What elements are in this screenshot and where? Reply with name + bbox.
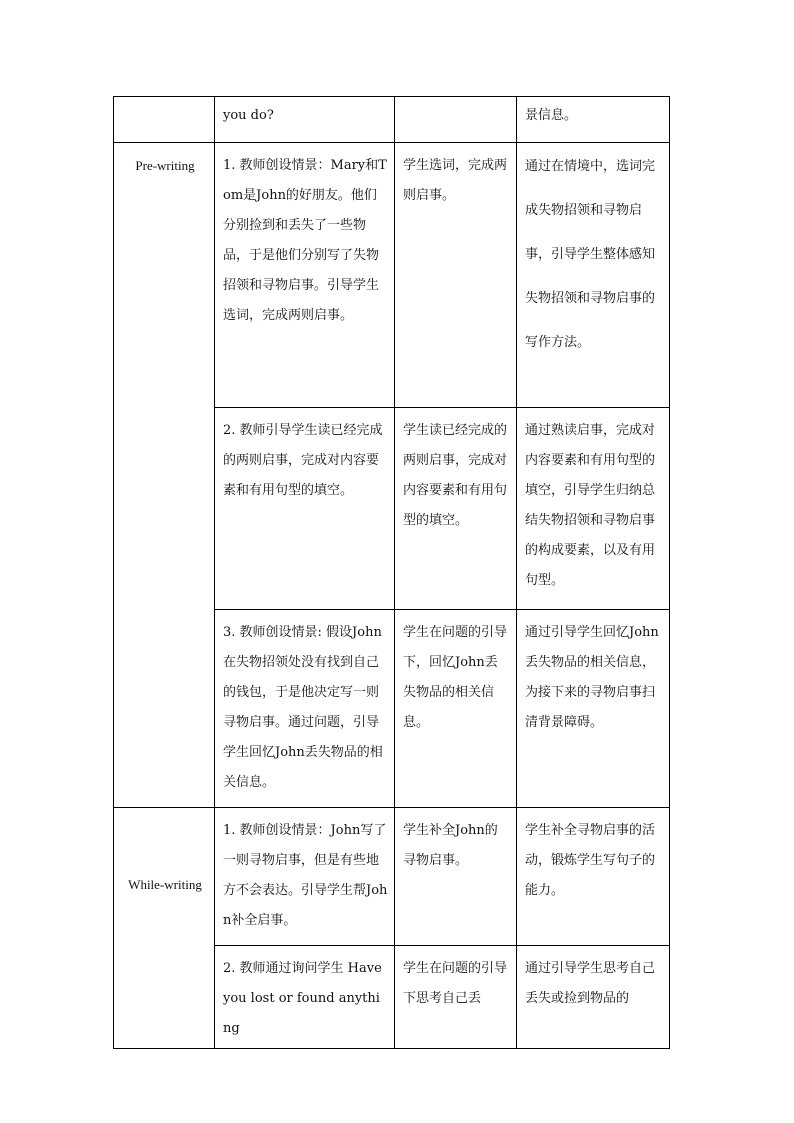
student-activity-cell: 学生读已经完成的两则启事，完成对内容要素和有用句型的填空。 — [395, 408, 517, 610]
purpose-cell: 景信息。 — [517, 97, 670, 143]
stage-cell: Pre-writing — [114, 143, 215, 808]
table-row — [114, 143, 670, 408]
student-activity-cell: 学生在问题的引导下思考自己丢 — [395, 946, 517, 1049]
teacher-activity-cell: 2. 教师通过询问学生 Have you lost or found anything — [215, 946, 395, 1049]
purpose-cell: 学生补全寻物启事的活动，锻炼学生写句子的能力。 — [517, 808, 670, 946]
teacher-activity-cell: 1. 教师创设情景：Mary和Tom是John的好朋友。他们分别捡到和丢失了一些物品，于是他们分别写了失物招领和寻物启事。引导学生选词，完成两则启事。 — [215, 143, 395, 408]
purpose-cell: 通过引导学生回忆John丢失物品的相关信息，为接下来的寻物启事扫清背景障碍。 — [517, 610, 670, 808]
stage-cell: While-writing — [114, 808, 215, 1049]
teacher-activity-cell: 1. 教师创设情景：John写了一则寻物启事，但是有些地方不会表达。引导学生帮John补全启事。 — [215, 808, 395, 946]
student-activity-cell: 学生补全John的寻物启事。 — [395, 808, 517, 946]
table-row — [114, 808, 670, 946]
student-activity-cell — [395, 97, 517, 143]
purpose-cell: 通过熟读启事，完成对内容要素和有用句型的填空，引导学生归纳总结失物招领和寻物启事的构成要素，以及有用句型。 — [517, 408, 670, 610]
table-row — [114, 97, 670, 143]
purpose-cell: 通过在情境中，选词完成失物招领和寻物启事，引导学生整体感知失物招领和寻物启事的写作方法。 — [517, 143, 670, 408]
purpose-cell: 通过引导学生思考自己丢失或捡到物品的 — [517, 946, 670, 1049]
teacher-activity-cell: 3. 教师创设情景: 假设John在失物招领处没有找到自己的钱包，于是他决定写一则寻物启事。通过问题，引导学生回忆John丢失物品的相关信息。 — [215, 610, 395, 808]
student-activity-cell: 学生在问题的引导下，回忆John丢失物品的相关信息。 — [395, 610, 517, 808]
teacher-activity-cell: 2. 教师引导学生读已经完成的两则启事，完成对内容要素和有用句型的填空。 — [215, 408, 395, 610]
teacher-activity-cell: you do? — [215, 97, 395, 143]
lesson-plan-table — [113, 96, 670, 1049]
student-activity-cell: 学生选词，完成两则启事。 — [395, 143, 517, 408]
stage-cell — [114, 97, 215, 143]
